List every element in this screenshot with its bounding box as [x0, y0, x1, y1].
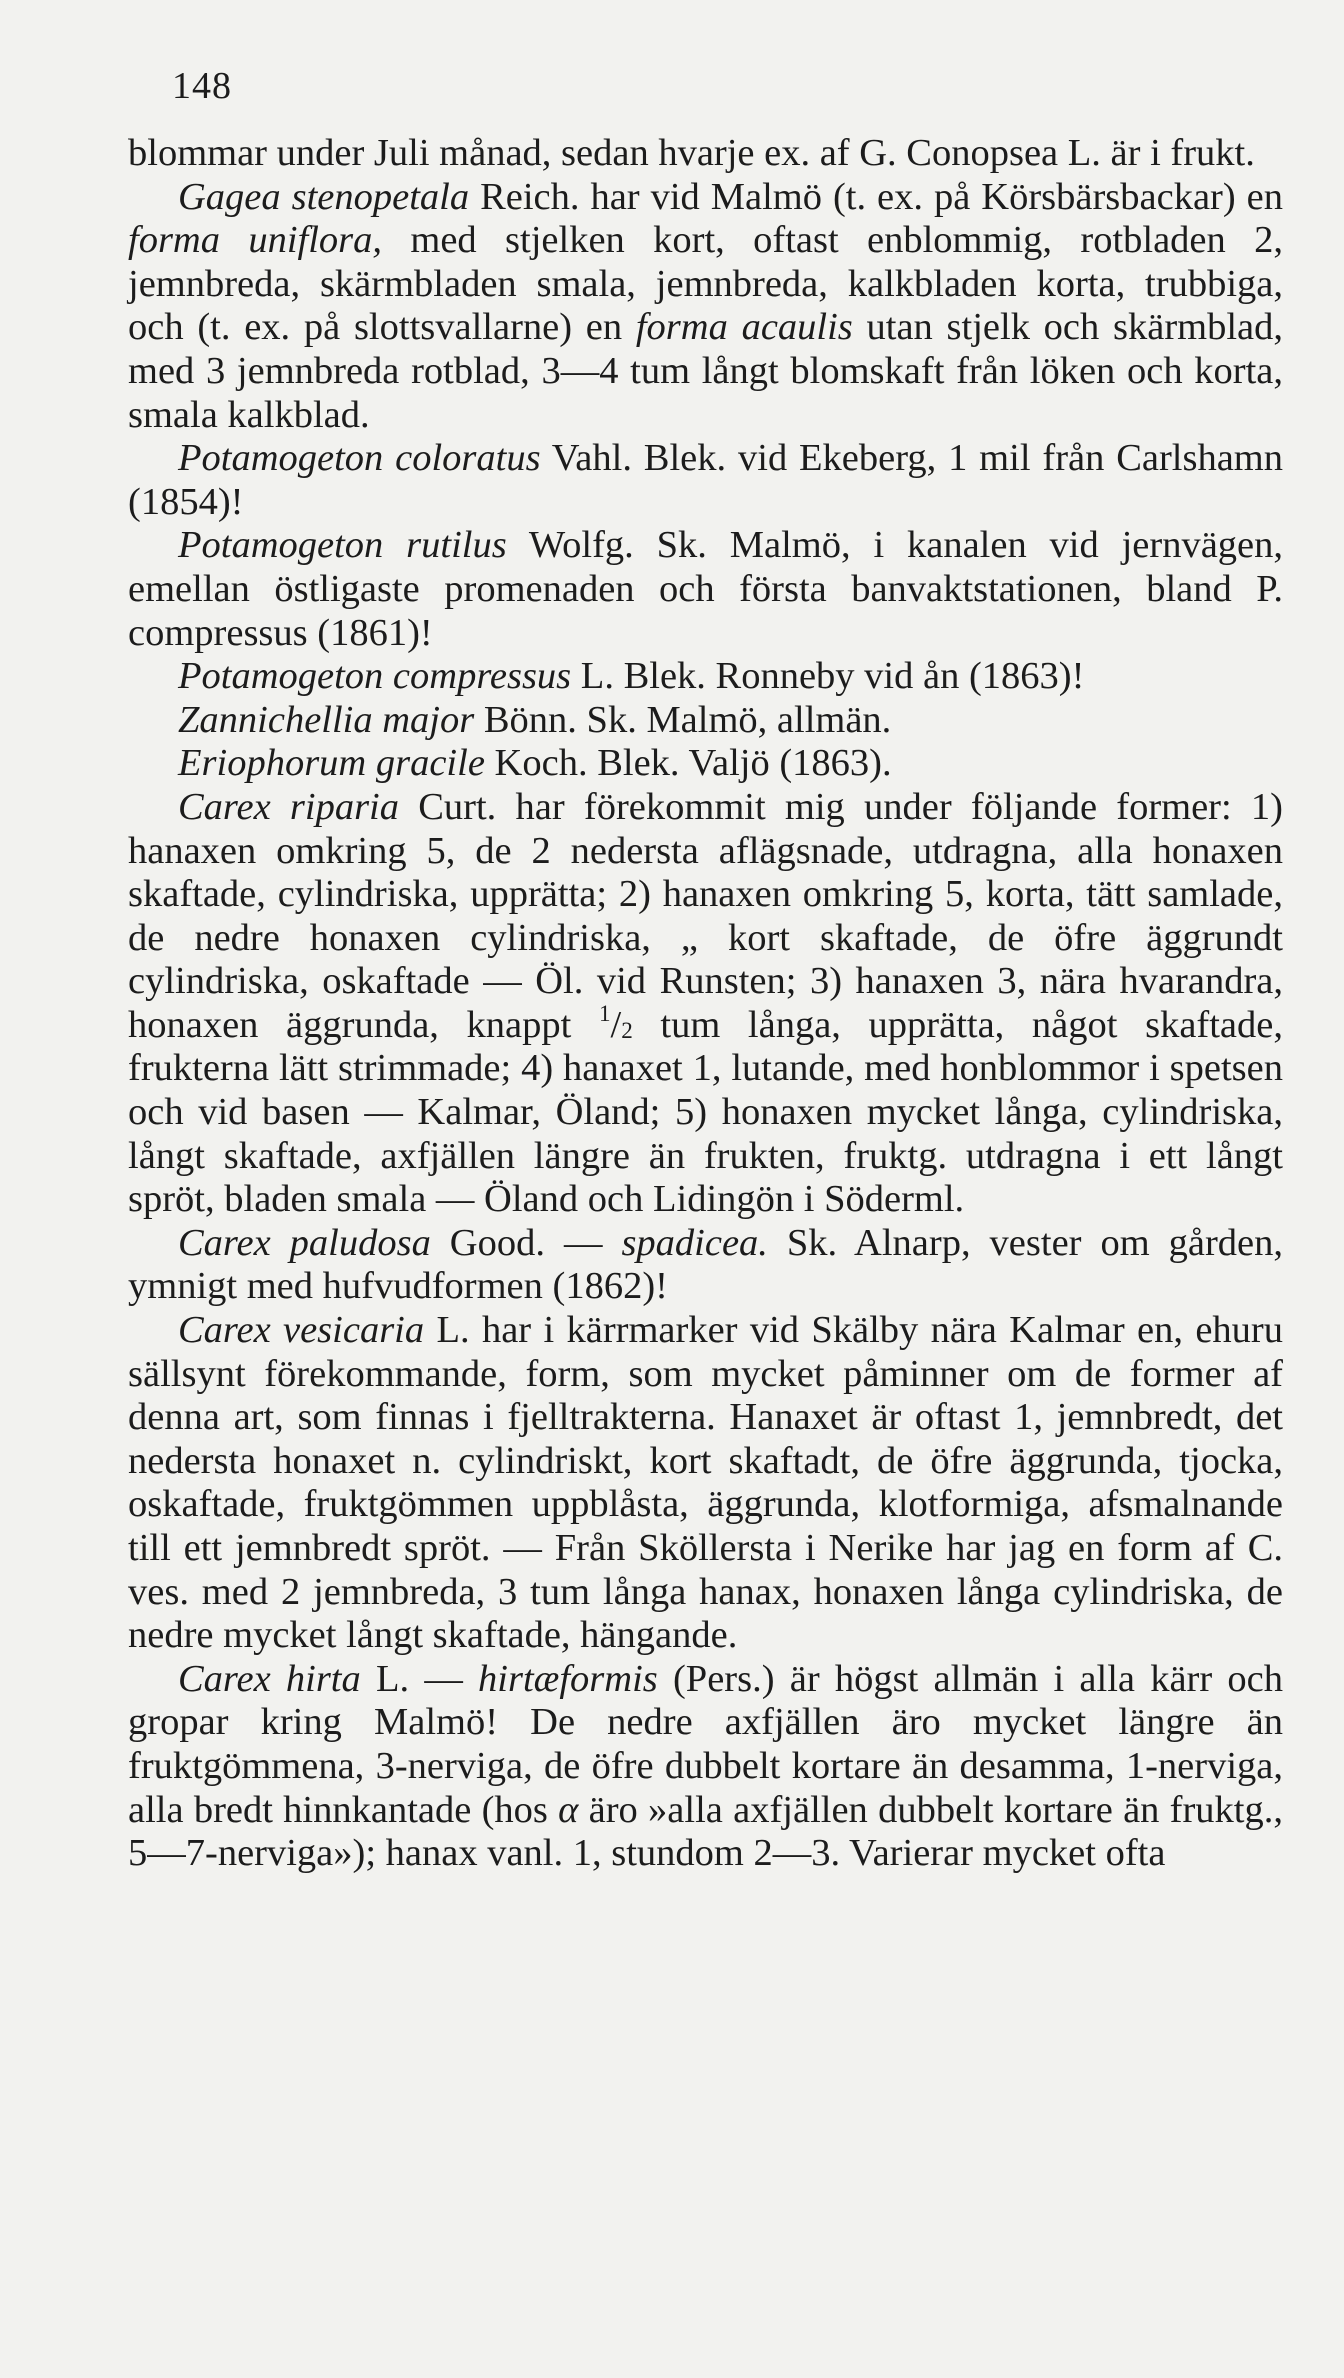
species-name: Carex vesicaria	[178, 1309, 425, 1352]
paragraph-p10	[128, 1658, 1283, 1876]
text-run: Koch. Blek. Valjö (1863).	[484, 742, 892, 785]
species-name: spadicea.	[621, 1221, 768, 1264]
paragraph-p8	[128, 1222, 1283, 1309]
paragraph-p2	[128, 437, 1283, 524]
species-name: Zannichellia major	[178, 698, 475, 741]
text-run: med stjelken kort, oftast enblommig, rotbladen 2, jemnbreda, skärmbladen smala, jemnbreda, kalkbladen korta, trubbiga, och (t. ex. på slottsvallarne) en	[128, 219, 1283, 349]
text-run: Sk. Alnarp, vester om gården, ymnigt med hufvudformen (1862)!	[128, 1221, 1283, 1308]
text-run: Curt. har förekommit mig under följande former: 1) hanaxen omkring 5, de 2 nedersta aflägsnade, utdragna, alla honaxen skaftade, cylindriska, upprätta; 2) hanaxen omkring 5, korta, tätt samlade, de nedre honaxen cylindriska, „ kort skaftade, de öfre äggrundt cylindriska, oskaftade — Öl. vid Runsten; 3) hanaxen 3, nära hvarandra, honaxen äggrunda, knappt	[128, 785, 1283, 1046]
paragraph-p9	[128, 1309, 1283, 1658]
paragraph-p1	[128, 176, 1283, 438]
text-run: (Pers.) är högst allmän i alla kärr och gropar kring Malmö! De nedre axfjällen äro mycket längre än fruktgömmena, 3-nerviga, de öfre dubbelt kortare än desamma, 1-nerviga, alla bredt hinnkantade (hos	[128, 1657, 1283, 1831]
species-name: Potamogeton rutilus	[178, 524, 507, 567]
text-run: blommar under Juli månad, sedan hvarje ex. af G. Conopsea L. är i frukt.	[128, 132, 1255, 174]
text-run: L. Blek. Ronneby vid ån (1863)!	[571, 655, 1085, 698]
species-name: α	[558, 1788, 579, 1831]
paragraph-p7	[128, 786, 1283, 1222]
text-run: Good. —	[430, 1221, 622, 1264]
paragraph-p0	[128, 132, 1283, 176]
text-run: äro »alla axfjällen dubbelt kortare än fruktg., 5—7-nerviga»); hanax vanl. 1, stundom 2—3. Varierar mycket ofta	[128, 1788, 1284, 1875]
paragraph-p4	[128, 655, 1283, 699]
fraction: $^1/_2$	[598, 999, 633, 1046]
paragraph-p3	[128, 524, 1283, 655]
paragraph-p6	[128, 742, 1283, 786]
body-text	[128, 132, 1283, 1876]
species-name: Potamogeton compressus	[178, 655, 572, 698]
species-name: forma uniflora,	[128, 219, 383, 262]
text-run: Wolfg. Sk. Malmö, i kanalen vid jernvägen, emellan östligaste promenaden och första banvaktstationen, bland P. compressus (1861)!	[128, 524, 1284, 654]
text-run: L. har i kärrmarker vid Skälby nära Kalmar en, ehuru sällsynt förekommande, form, som mycket påminner om de former af denna art, som finnas i fjelltrakterna. Hanaxet är oftast 1, jemnbredt, det nedersta honaxet n. cylindriskt, kort skaftadt, de öfre äggrunda, tjocka, oskaftade, fruktgömmen uppblåsta, äggrunda, klotformiga, afsmalnande till ett jemnbredt spröt. — Från Sköllersta i Nerike har jag en form af C. ves. med 2 jemnbreda, 3 tum långa hanax, honaxen långa cylindriska, de nedre mycket långt skaftade, hängande.	[128, 1309, 1283, 1657]
species-name: Potamogeton coloratus	[178, 437, 541, 480]
text-run: Reich. har vid Malmö (t. ex. på Körsbärsbackar) en	[469, 175, 1283, 218]
species-name: forma acaulis	[635, 306, 853, 349]
text-run: utan stjelk och skärmblad, med 3 jemnbreda rotblad, 3—4 tum långt blomskaft från löken och korta, smala kalkblad.	[128, 306, 1283, 436]
species-name: hirtæformis	[478, 1657, 658, 1700]
species-name: Eriophorum gracile	[178, 742, 485, 785]
text-run: Bönn. Sk. Malmö, allmän.	[474, 698, 892, 741]
text-run: Vahl. Blek. vid Ekeberg, 1 mil från Carlshamn (1854)!	[128, 437, 1284, 523]
species-name: Carex riparia	[178, 785, 399, 828]
text-run: tum långa, upprätta, något skaftade, frukterna lätt strimmade; 4) hanaxet 1, lutande, med honblommor i spetsen och vid basen — Kalmar, Öland; 5) honaxen mycket långa, cylindriska, långt skaftade, axfjällen längre än frukten, fruktg. utdragna i ett långt spröt, bladen smala — Öland och Lidingön i Söderml.	[128, 1003, 1283, 1221]
page-number: 148	[172, 65, 232, 107]
paragraph-p5	[128, 699, 1283, 743]
species-name: Carex hirta	[178, 1657, 361, 1700]
species-name: Gagea stenopetala	[178, 175, 470, 218]
species-name: Carex paludosa	[178, 1221, 431, 1264]
text-run: L. —	[360, 1657, 479, 1700]
